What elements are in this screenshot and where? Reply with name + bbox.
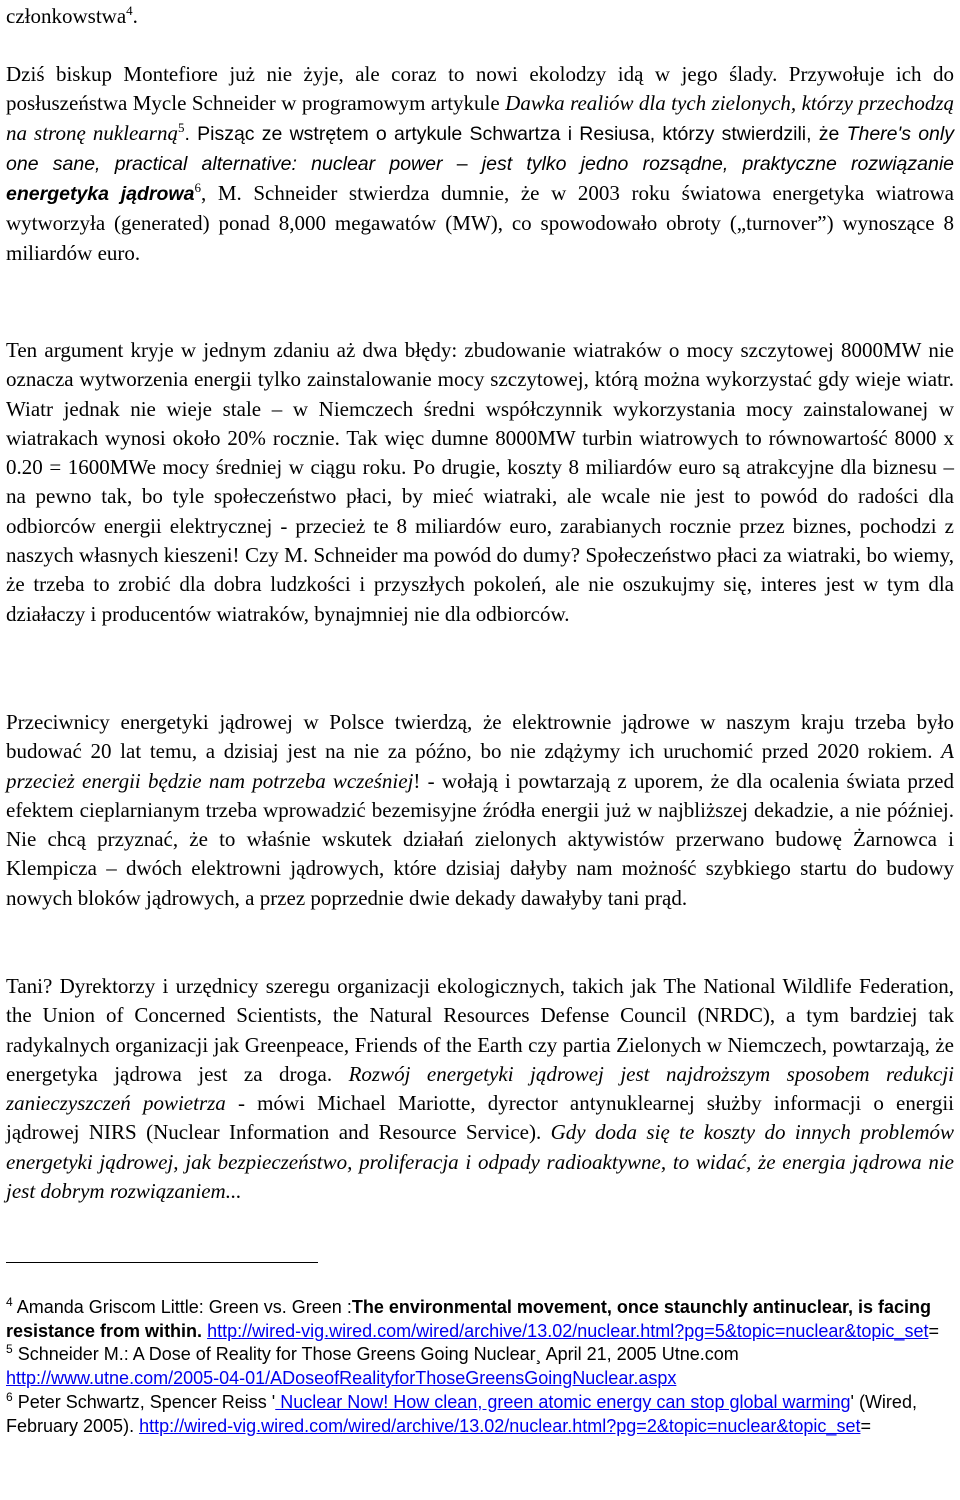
- footnote-5: [6, 1343, 954, 1390]
- paragraph-3: [6, 708, 954, 913]
- text-run: Dziś biskup Montefiore już nie żyje, ale coraz to nowi ekolodzy idą w jego ślady. Przywołuje ich do posłuszeństwa Mycle Schneider w programowym artykule: [6, 62, 954, 116]
- footnote-4: [6, 1296, 954, 1343]
- text-run: członkowstwa: [6, 4, 127, 28]
- paragraph-1: [6, 60, 954, 268]
- italic-quote: Rozwój energetyki jądrowej jest najdroższym sposobem redukcji zanieczyszczeń powietrza: [6, 1061, 954, 1116]
- text-run: ! - wołają i powtarzają z uporem, że dla ocalenia świata przed efektem cieplarnianym trzeba wprowadzić bezemisyjne źródła energii już w najbliższej dekadzie, a nie później. Nie chcą przyznać, że to właśnie wskutek działań zielonych aktywistów przerwano budowę Żarnowca i Klempicza – dwóch elektrowni jądrowych, które dzisiaj dałyby nam możność szybkiego startu do budowy nowych bloków jądrowych, a przez poprzednie dwie dekady dawałyby tani prąd.: [6, 768, 954, 910]
- text-run: . Pisząc ze wstrętem o artykule Schwartza i Resiusa, którzy stwierdzili, że: [184, 122, 847, 145]
- footnote-6: [6, 1391, 954, 1438]
- text-run: .: [132, 4, 138, 28]
- footnote-ref-4[interactable]: 4: [126, 3, 133, 18]
- italic-title: Dawka realiów dla tych zielonych, którzy przechodzą na stronę nuklearną: [6, 91, 954, 145]
- footnote-ref-6[interactable]: 6: [194, 180, 201, 196]
- footnote-link[interactable]: Nuclear Now! How clean, green atomic energy can stop global warming: [275, 1391, 851, 1412]
- paragraph-continuation: [6, 2, 954, 31]
- text-run: - mówi Michael Mariotte, dyrector antynuklearnej służby informacji o energii jądrowej NIRS (Nuclear Information and Resource Service).: [6, 1091, 954, 1145]
- footnote-text: =: [860, 1415, 871, 1436]
- text-run: –: [442, 152, 482, 175]
- bold-italic-text: energetyka jądrowa: [6, 183, 195, 206]
- italic-quote: Gdy doda się te koszty do innych problemów energetyki jądrowej, jak bezpieczeństwo, proliferacja i odpady radioaktywne, to widać, że energia jądrowa nie jest dobrym rozwiązaniem...: [6, 1120, 954, 1204]
- footnote-link[interactable]: http://wired-vig.wired.com/wired/archive/13.02/nuclear.html?pg=5&topic=nuclear&topic_set: [207, 1320, 929, 1341]
- italic-translation: jest tylko jedno rozsądne, praktyczne rozwiązanie: [481, 152, 954, 175]
- footnote-number: 4: [6, 1295, 13, 1309]
- footnote-number: 5: [6, 1342, 13, 1357]
- footnote-separator: [6, 1262, 318, 1263]
- bold-italic-phrase: [6, 183, 194, 205]
- footnote-ref-5[interactable]: 5: [177, 119, 185, 135]
- text-run: Przeciwnicy energetyki jądrowej w Polsce twierdzą, że elektrownie jądrowe w naszym kraju trzeba było budować 20 lat temu, a dzisiaj jest na nie za późno, bo nie zdążymy ich uruchomić przed 2020 rokiem.: [6, 710, 954, 764]
- footnote-link[interactable]: http://www.utne.com/2005-04-01/ADoseofRealityforThoseGreensGoingNuclear.aspx: [6, 1368, 677, 1389]
- paragraph-2: Ten argument kryje w jednym zdaniu aż dwa błędy: zbudowanie wiatraków o mocy szczytowej 8000MW nie oznacza wytworzenia energii tylko zainstalowanie mocy szczytowej, którą można wykorzystać gdy wieje wiatr. Wiatr jednak nie wieje stale – w Niemczech średni współczynnik wykorzystania mocy zainstalowanej w wiatrakach wynosi około 20% rocznie. Tak więc dumne 8000MW turbin wiatrowych to równowartość 8000 x 0.20 = 1600MWe mocy średniej w ciągu roku. Po drugie, koszty 8 miliardów euro są atrakcyjne dla biznesu – na pewno tak, bo tyle społeczeństwo płaci, by mieć wiatraki, ale wcale nie jest to powód do radości dla odbiorców energii elektrycznej - przecież te 8 miliardów euro, zarabianych rocznie przez biznes, pochodzi z naszych własnych kieszeni! Czy M. Schneider ma powód do dumy? Społeczeństwo płaci za wiatraki, bo wiemy, że trzeba to zrobić dla dobra ludzkości i przyszłych pokoleń, ale nie oszukujmy się, interes jest w tym dla działaczy i producentów wiatraków, bynajmniej nie dla odbiorców.: [6, 338, 954, 626]
- text-run: Tani? Dyrektorzy i urzędnicy szeregu organizacji ekologicznych, takich jak The National Wildlife Federation, the Union of Concerned Scientists, the Natural Resources Defense Council (NRDC), a tym bardziej tak radykalnych organizacji jak Greenpeace, Friends of the Earth czy partia Zielonych w Niemczech, powtarzają, że energetyka jądrowa jest za droga.: [6, 974, 954, 1086]
- footnote-text: =: [928, 1320, 939, 1341]
- paragraph-4: [6, 972, 954, 1206]
- footnote-text: Amanda Griscom Little: Green vs. Green :: [12, 1297, 352, 1317]
- footnote-link[interactable]: http://wired-vig.wired.com/wired/archive/13.02/nuclear.html?pg=2&topic=nuclear&topic_set: [139, 1415, 861, 1436]
- text-run: , M. Schneider stwierdza dumnie, że w 2003 roku światowa energetyka wiatrowa wytworzyła (generated) ponad 8,000 megawatów (MW), co spowodowało obroty („turnover”) wynoszące 8 miliardów euro.: [6, 181, 954, 265]
- footnotes: [6, 1296, 954, 1438]
- footnote-text: ' (Wired, February 2005).: [6, 1391, 917, 1436]
- footnote-bold-title: The environmental movement, once staunchly antinuclear, is facing resistance from within.: [6, 1297, 931, 1341]
- footnote-text: Peter Schwartz, Spencer Reiss ': [12, 1391, 276, 1412]
- italic-quote: There's only one sane, practical alternative: nuclear power: [6, 122, 954, 175]
- footnote-text: Schneider M.: A Dose of Reality for Those Greens Going Nuclear¸ April 21, 2005 Utne.com: [12, 1344, 739, 1365]
- footnote-number: 6: [6, 1389, 13, 1404]
- italic-quote: A przecież energii będzie nam potrzeba wcześniej: [6, 739, 954, 793]
